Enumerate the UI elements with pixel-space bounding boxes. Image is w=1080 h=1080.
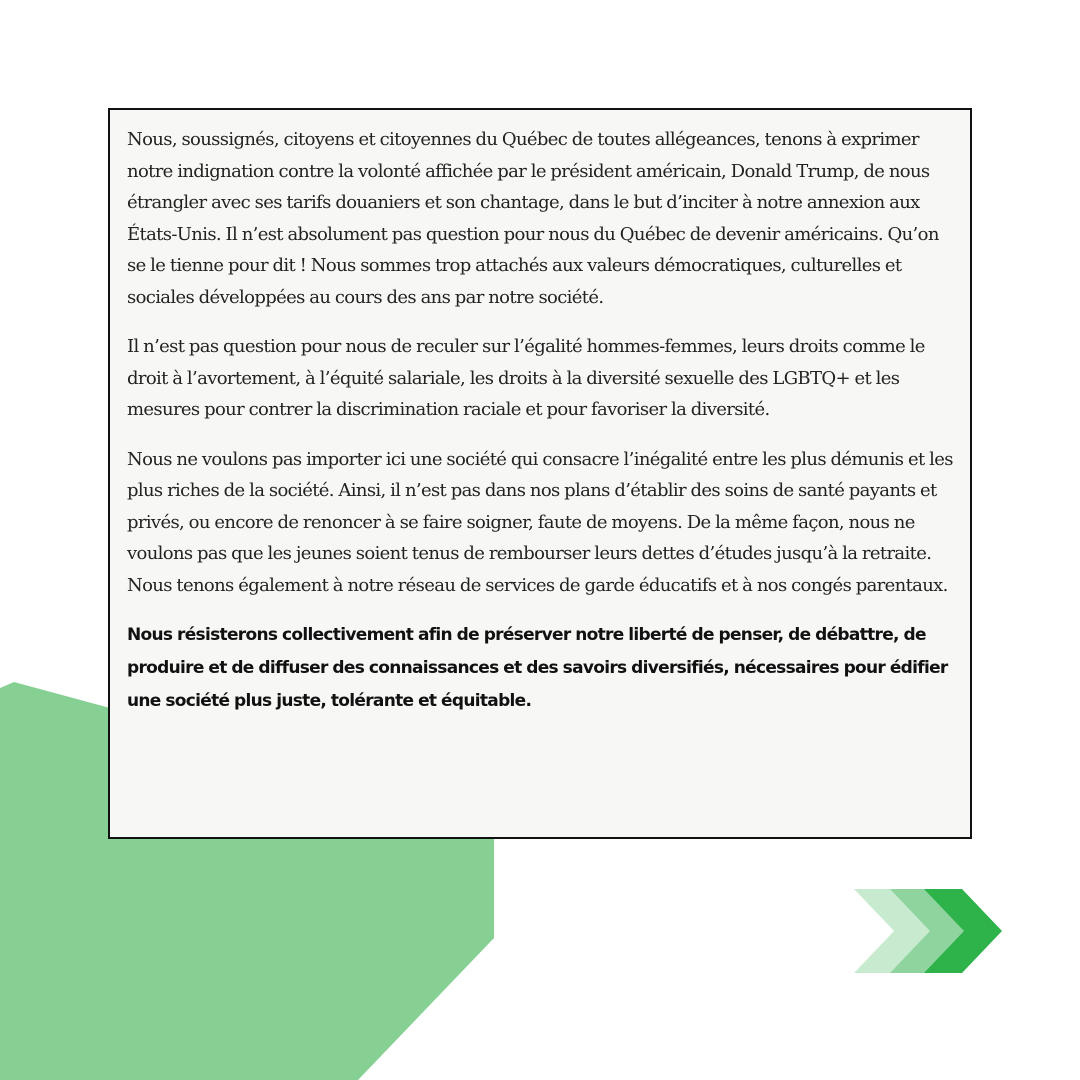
triple-chevron-right-icon (852, 889, 1004, 973)
letter-closing-statement: Nous résisterons collectivement afin de préserver notre liberté de penser, de débattre, de produire et de diffuser des connaissances et des savoirs diversifiés, nécessaires pour édifier une société plus juste, tolérante et équitable. (127, 625, 948, 711)
letter-text-card (108, 108, 972, 839)
letter-paragraph-2: Il n’est pas question pour nous de reculer sur l’égalité hommes-femmes, leurs droits comme le droit à l’avortement, à l’équité salariale, les droits à la diversité sexuelle des LGBTQ+ et les mesures pour contrer la discrimination raciale et pour favoriser la diversité. (127, 336, 925, 420)
letter-paragraph-3: Nous ne voulons pas importer ici une société qui consacre l’inégalité entre les plus démunis et les plus riches de la société. Ainsi, il n’est pas dans nos plans d’établir des soins de santé payants et privés, ou encore de renoncer à se faire soigner, faute de moyens. De la même façon, nous ne voulons pas que les jeunes soient tenus de rembourser leurs dettes d’études jusqu’à la retraite. Nous tenons également à notre réseau de services de garde éducatifs et à nos congés parentaux. (127, 448, 953, 596)
letter-paragraph-1: Nous, soussignés, citoyens et citoyennes du Québec de toutes allégeances, tenons à exprimer notre indignation contre la volonté affichée par le président américain, Donald Trump, de nous étrangler avec ses tarifs douaniers et son chantage, dans le but d’inciter à notre annexion aux États-Unis. Il n’est absolument pas question pour nous du Québec de devenir américains. Qu’on se le tienne pour dit ! Nous sommes trop attachés aux valeurs démocratiques, culturelles et sociales développées au cours des ans par notre société. (127, 129, 939, 308)
